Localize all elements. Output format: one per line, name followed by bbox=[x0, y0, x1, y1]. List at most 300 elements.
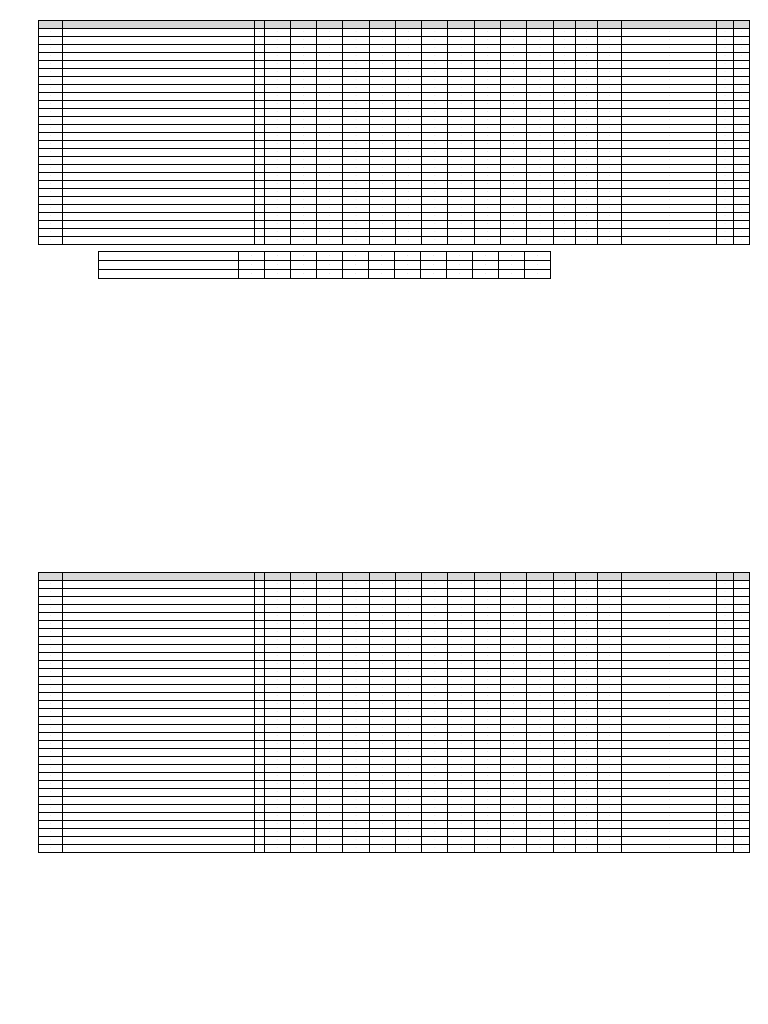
mark-cell: · bbox=[474, 821, 500, 829]
mark-cell: · bbox=[422, 101, 448, 109]
mark-cell: · bbox=[369, 701, 395, 709]
mark-cell: · bbox=[501, 589, 527, 597]
mark-cell: · bbox=[343, 189, 369, 197]
mark-cell: · bbox=[39, 813, 63, 821]
mark-cell: · bbox=[474, 637, 500, 645]
mark-cell: · bbox=[575, 637, 597, 645]
mark-cell: · bbox=[622, 693, 717, 701]
student-name-cell: · bbox=[63, 669, 255, 677]
mark-cell: · bbox=[598, 661, 622, 669]
mark-cell: · bbox=[553, 45, 575, 53]
mark-cell: · bbox=[474, 237, 500, 245]
column-header bbox=[501, 21, 527, 29]
mark-cell: · bbox=[255, 181, 264, 189]
mark-cell: · bbox=[422, 61, 448, 69]
mark-cell: · bbox=[422, 197, 448, 205]
mark-cell: · bbox=[264, 173, 290, 181]
mark-cell: · bbox=[553, 797, 575, 805]
student-name-cell: · bbox=[63, 765, 255, 773]
mark-cell: · bbox=[317, 133, 343, 141]
mark-cell: · bbox=[501, 141, 527, 149]
mark-cell: · bbox=[474, 133, 500, 141]
mark-cell: · bbox=[553, 85, 575, 93]
mark-cell: · bbox=[622, 773, 717, 781]
mark-cell: · bbox=[255, 781, 264, 789]
mark-cell: · bbox=[622, 733, 717, 741]
mark-cell: · bbox=[448, 37, 474, 45]
mark-cell: · bbox=[39, 749, 63, 757]
mark-cell: · bbox=[527, 181, 553, 189]
mark-cell: · bbox=[448, 733, 474, 741]
mark-cell: · bbox=[290, 221, 316, 229]
mark-cell: · bbox=[717, 765, 733, 773]
mark-cell: · bbox=[255, 701, 264, 709]
mark-cell: · bbox=[369, 685, 395, 693]
mark-cell: · bbox=[264, 45, 290, 53]
mark-cell: · bbox=[422, 149, 448, 157]
mark-cell: · bbox=[369, 645, 395, 653]
mark-cell: · bbox=[395, 125, 421, 133]
mark-cell: · bbox=[527, 149, 553, 157]
mark-cell: · bbox=[575, 29, 597, 37]
mark-cell: · bbox=[733, 733, 749, 741]
mark-cell: · bbox=[290, 845, 316, 853]
mark-cell: · bbox=[553, 229, 575, 237]
mark-cell: · bbox=[527, 173, 553, 181]
mark-cell: · bbox=[501, 621, 527, 629]
summary-value-cell: · bbox=[291, 261, 317, 270]
mark-cell: · bbox=[717, 589, 733, 597]
column-header bbox=[575, 573, 597, 581]
summary-value-cell: · bbox=[447, 252, 473, 261]
mark-cell: · bbox=[717, 829, 733, 837]
mark-cell: · bbox=[343, 45, 369, 53]
mark-cell: · bbox=[395, 757, 421, 765]
mark-cell: · bbox=[598, 101, 622, 109]
mark-cell: · bbox=[255, 637, 264, 645]
mark-cell: · bbox=[717, 205, 733, 213]
mark-cell: · bbox=[343, 125, 369, 133]
mark-cell: · bbox=[264, 581, 290, 589]
mark-cell: · bbox=[264, 829, 290, 837]
mark-cell: · bbox=[501, 85, 527, 93]
mark-cell: · bbox=[255, 237, 264, 245]
mark-cell: · bbox=[448, 109, 474, 117]
mark-cell: · bbox=[553, 845, 575, 853]
mark-cell: · bbox=[474, 117, 500, 125]
mark-cell: · bbox=[598, 157, 622, 165]
mark-cell: · bbox=[575, 109, 597, 117]
mark-cell: · bbox=[733, 45, 749, 53]
mark-cell: · bbox=[422, 597, 448, 605]
mark-cell: · bbox=[290, 629, 316, 637]
mark-cell: · bbox=[527, 141, 553, 149]
mark-cell: · bbox=[39, 61, 63, 69]
mark-cell: · bbox=[422, 125, 448, 133]
mark-cell: · bbox=[733, 845, 749, 853]
mark-cell: · bbox=[395, 629, 421, 637]
student-name-cell: · bbox=[63, 101, 255, 109]
mark-cell: · bbox=[733, 821, 749, 829]
mark-cell: · bbox=[290, 637, 316, 645]
mark-cell: · bbox=[622, 797, 717, 805]
mark-cell: · bbox=[39, 765, 63, 773]
mark-cell: · bbox=[575, 773, 597, 781]
mark-cell: · bbox=[501, 45, 527, 53]
mark-cell: · bbox=[474, 725, 500, 733]
mark-cell: · bbox=[264, 61, 290, 69]
mark-cell: · bbox=[733, 653, 749, 661]
student-name-cell: · bbox=[63, 141, 255, 149]
mark-cell: · bbox=[343, 61, 369, 69]
mark-cell: · bbox=[733, 237, 749, 245]
mark-cell: · bbox=[448, 613, 474, 621]
mark-cell: · bbox=[717, 733, 733, 741]
column-header bbox=[422, 21, 448, 29]
mark-cell: · bbox=[395, 141, 421, 149]
column-header bbox=[343, 21, 369, 29]
mark-cell: · bbox=[553, 237, 575, 245]
student-name-cell: · bbox=[63, 213, 255, 221]
mark-cell: · bbox=[474, 677, 500, 685]
mark-cell: · bbox=[395, 181, 421, 189]
mark-cell: · bbox=[39, 797, 63, 805]
mark-cell: · bbox=[343, 605, 369, 613]
mark-cell: · bbox=[290, 741, 316, 749]
mark-cell: · bbox=[290, 733, 316, 741]
student-name-cell: · bbox=[63, 45, 255, 53]
mark-cell: · bbox=[717, 709, 733, 717]
mark-cell: · bbox=[264, 189, 290, 197]
mark-cell: · bbox=[474, 765, 500, 773]
mark-cell: · bbox=[474, 77, 500, 85]
mark-cell: · bbox=[264, 693, 290, 701]
mark-cell: · bbox=[622, 821, 717, 829]
mark-cell: · bbox=[395, 709, 421, 717]
mark-cell: · bbox=[264, 213, 290, 221]
mark-cell: · bbox=[448, 141, 474, 149]
mark-cell: · bbox=[317, 629, 343, 637]
table-row bbox=[39, 205, 750, 213]
mark-cell: · bbox=[290, 621, 316, 629]
mark-cell: · bbox=[527, 797, 553, 805]
mark-cell: · bbox=[422, 237, 448, 245]
mark-cell: · bbox=[290, 109, 316, 117]
mark-cell: · bbox=[474, 93, 500, 101]
mark-cell: · bbox=[733, 589, 749, 597]
mark-cell: · bbox=[622, 69, 717, 77]
mark-cell: · bbox=[622, 805, 717, 813]
mark-cell: · bbox=[527, 733, 553, 741]
results-sheet-lower bbox=[38, 568, 750, 853]
mark-cell: · bbox=[527, 37, 553, 45]
mark-cell: · bbox=[474, 733, 500, 741]
table-row bbox=[39, 133, 750, 141]
mark-cell: · bbox=[598, 93, 622, 101]
mark-cell: · bbox=[527, 645, 553, 653]
mark-cell: · bbox=[255, 717, 264, 725]
mark-cell: · bbox=[733, 189, 749, 197]
mark-cell: · bbox=[255, 213, 264, 221]
mark-cell: · bbox=[622, 29, 717, 37]
mark-cell: · bbox=[39, 741, 63, 749]
mark-cell: · bbox=[290, 765, 316, 773]
mark-cell: · bbox=[343, 685, 369, 693]
mark-cell: · bbox=[527, 237, 553, 245]
mark-cell: · bbox=[501, 789, 527, 797]
mark-cell: · bbox=[264, 805, 290, 813]
mark-cell: · bbox=[290, 757, 316, 765]
mark-cell: · bbox=[255, 837, 264, 845]
mark-cell: · bbox=[369, 741, 395, 749]
mark-cell: · bbox=[622, 701, 717, 709]
summary-value-cell: · bbox=[343, 252, 369, 261]
mark-cell: · bbox=[264, 597, 290, 605]
mark-cell: · bbox=[527, 125, 553, 133]
table-row bbox=[39, 621, 750, 629]
mark-cell: · bbox=[448, 693, 474, 701]
mark-cell: · bbox=[553, 597, 575, 605]
mark-cell: · bbox=[622, 229, 717, 237]
mark-cell: · bbox=[622, 101, 717, 109]
mark-cell: · bbox=[264, 837, 290, 845]
column-header bbox=[343, 573, 369, 581]
mark-cell: · bbox=[733, 837, 749, 845]
mark-cell: · bbox=[369, 93, 395, 101]
mark-cell: · bbox=[622, 709, 717, 717]
mark-cell: · bbox=[317, 765, 343, 773]
student-name-cell: · bbox=[63, 165, 255, 173]
mark-cell: · bbox=[553, 741, 575, 749]
mark-cell: · bbox=[622, 765, 717, 773]
mark-cell: · bbox=[448, 797, 474, 805]
mark-cell: · bbox=[369, 197, 395, 205]
mark-cell: · bbox=[575, 229, 597, 237]
mark-cell: · bbox=[422, 781, 448, 789]
mark-cell: · bbox=[598, 613, 622, 621]
mark-cell: · bbox=[622, 85, 717, 93]
summary-label bbox=[99, 270, 239, 279]
mark-cell: · bbox=[422, 669, 448, 677]
table-row bbox=[39, 197, 750, 205]
mark-cell: · bbox=[474, 669, 500, 677]
mark-cell: · bbox=[343, 237, 369, 245]
mark-cell: · bbox=[474, 709, 500, 717]
mark-cell: · bbox=[553, 813, 575, 821]
table-row bbox=[39, 709, 750, 717]
mark-cell: · bbox=[317, 645, 343, 653]
mark-cell: · bbox=[622, 237, 717, 245]
student-name-cell: · bbox=[63, 189, 255, 197]
student-name-cell: · bbox=[63, 725, 255, 733]
mark-cell: · bbox=[343, 805, 369, 813]
summary-value-cell: · bbox=[343, 270, 369, 279]
mark-cell: · bbox=[343, 229, 369, 237]
mark-cell: · bbox=[264, 589, 290, 597]
summary-value-cell: · bbox=[525, 261, 551, 270]
student-name-cell: · bbox=[63, 613, 255, 621]
table-row bbox=[39, 29, 750, 37]
mark-cell: · bbox=[39, 725, 63, 733]
mark-cell: · bbox=[290, 789, 316, 797]
mark-cell: · bbox=[501, 61, 527, 69]
mark-cell: · bbox=[422, 813, 448, 821]
mark-cell: · bbox=[369, 661, 395, 669]
mark-cell: · bbox=[343, 717, 369, 725]
mark-cell: · bbox=[501, 757, 527, 765]
mark-cell: · bbox=[448, 837, 474, 845]
mark-cell: · bbox=[39, 125, 63, 133]
mark-cell: · bbox=[575, 93, 597, 101]
mark-cell: · bbox=[598, 173, 622, 181]
mark-cell: · bbox=[255, 685, 264, 693]
mark-cell: · bbox=[422, 133, 448, 141]
column-header bbox=[575, 21, 597, 29]
mark-cell: · bbox=[527, 69, 553, 77]
mark-cell: · bbox=[733, 669, 749, 677]
mark-cell: · bbox=[622, 613, 717, 621]
mark-cell: · bbox=[317, 117, 343, 125]
mark-cell: · bbox=[733, 813, 749, 821]
mark-cell: · bbox=[395, 597, 421, 605]
student-name-cell: · bbox=[63, 85, 255, 93]
mark-cell: · bbox=[369, 669, 395, 677]
mark-cell: · bbox=[501, 661, 527, 669]
mark-cell: · bbox=[255, 165, 264, 173]
column-header bbox=[264, 573, 290, 581]
mark-cell: · bbox=[39, 109, 63, 117]
mark-cell: · bbox=[369, 581, 395, 589]
mark-cell: · bbox=[448, 173, 474, 181]
table-row bbox=[39, 741, 750, 749]
mark-cell: · bbox=[622, 661, 717, 669]
mark-cell: · bbox=[317, 733, 343, 741]
mark-cell: · bbox=[255, 77, 264, 85]
mark-cell: · bbox=[622, 597, 717, 605]
student-name-cell: · bbox=[63, 789, 255, 797]
mark-cell: · bbox=[448, 637, 474, 645]
mark-cell: · bbox=[343, 149, 369, 157]
mark-cell: · bbox=[501, 749, 527, 757]
mark-cell: · bbox=[264, 733, 290, 741]
mark-cell: · bbox=[39, 677, 63, 685]
mark-cell: · bbox=[343, 53, 369, 61]
student-name-cell: · bbox=[63, 717, 255, 725]
mark-cell: · bbox=[343, 133, 369, 141]
mark-cell: · bbox=[255, 93, 264, 101]
table-row bbox=[39, 85, 750, 93]
mark-cell: · bbox=[733, 797, 749, 805]
mark-cell: · bbox=[343, 693, 369, 701]
mark-cell: · bbox=[317, 829, 343, 837]
mark-cell: · bbox=[622, 645, 717, 653]
mark-cell: · bbox=[622, 125, 717, 133]
mark-cell: · bbox=[395, 101, 421, 109]
mark-cell: · bbox=[553, 789, 575, 797]
mark-cell: · bbox=[448, 77, 474, 85]
mark-cell: · bbox=[264, 709, 290, 717]
mark-cell: · bbox=[39, 805, 63, 813]
summary-value-cell: · bbox=[421, 261, 447, 270]
mark-cell: · bbox=[501, 733, 527, 741]
mark-cell: · bbox=[264, 749, 290, 757]
mark-cell: · bbox=[39, 669, 63, 677]
mark-cell: · bbox=[598, 213, 622, 221]
mark-cell: · bbox=[317, 805, 343, 813]
mark-cell: · bbox=[622, 141, 717, 149]
mark-cell: · bbox=[369, 53, 395, 61]
mark-cell: · bbox=[501, 629, 527, 637]
student-name-cell: · bbox=[63, 757, 255, 765]
mark-cell: · bbox=[290, 589, 316, 597]
mark-cell: · bbox=[39, 53, 63, 61]
mark-cell: · bbox=[369, 85, 395, 93]
mark-cell: · bbox=[448, 781, 474, 789]
mark-cell: · bbox=[501, 829, 527, 837]
mark-cell: · bbox=[501, 117, 527, 125]
mark-cell: · bbox=[733, 69, 749, 77]
mark-cell: · bbox=[255, 733, 264, 741]
table-row bbox=[39, 845, 750, 853]
mark-cell: · bbox=[733, 781, 749, 789]
mark-cell: · bbox=[598, 149, 622, 157]
table-row bbox=[39, 77, 750, 85]
mark-cell: · bbox=[575, 621, 597, 629]
mark-cell: · bbox=[395, 37, 421, 45]
mark-cell: · bbox=[255, 749, 264, 757]
mark-cell: · bbox=[527, 637, 553, 645]
mark-cell: · bbox=[527, 629, 553, 637]
mark-cell: · bbox=[501, 645, 527, 653]
mark-cell: · bbox=[369, 189, 395, 197]
table-row bbox=[39, 149, 750, 157]
mark-cell: · bbox=[448, 221, 474, 229]
mark-cell: · bbox=[290, 125, 316, 133]
mark-cell: · bbox=[264, 133, 290, 141]
summary-row bbox=[99, 252, 551, 261]
mark-cell: · bbox=[290, 749, 316, 757]
mark-cell: · bbox=[290, 181, 316, 189]
mark-cell: · bbox=[264, 669, 290, 677]
mark-cell: · bbox=[474, 605, 500, 613]
mark-cell: · bbox=[474, 829, 500, 837]
mark-cell: · bbox=[255, 197, 264, 205]
mark-cell: · bbox=[553, 701, 575, 709]
mark-cell: · bbox=[553, 805, 575, 813]
mark-cell: · bbox=[395, 205, 421, 213]
mark-cell: · bbox=[369, 213, 395, 221]
mark-cell: · bbox=[343, 157, 369, 165]
mark-cell: · bbox=[255, 189, 264, 197]
table-row bbox=[39, 821, 750, 829]
mark-cell: · bbox=[717, 29, 733, 37]
mark-cell: · bbox=[395, 53, 421, 61]
column-header bbox=[369, 21, 395, 29]
summary-value-cell: · bbox=[291, 270, 317, 279]
mark-cell: · bbox=[39, 653, 63, 661]
table-row bbox=[39, 701, 750, 709]
mark-cell: · bbox=[622, 213, 717, 221]
mark-cell: · bbox=[264, 141, 290, 149]
mark-cell: · bbox=[264, 229, 290, 237]
mark-cell: · bbox=[501, 701, 527, 709]
mark-cell: · bbox=[448, 125, 474, 133]
mark-cell: · bbox=[39, 645, 63, 653]
mark-cell: · bbox=[553, 637, 575, 645]
table-row bbox=[39, 789, 750, 797]
table-row bbox=[39, 629, 750, 637]
mark-cell: · bbox=[717, 693, 733, 701]
